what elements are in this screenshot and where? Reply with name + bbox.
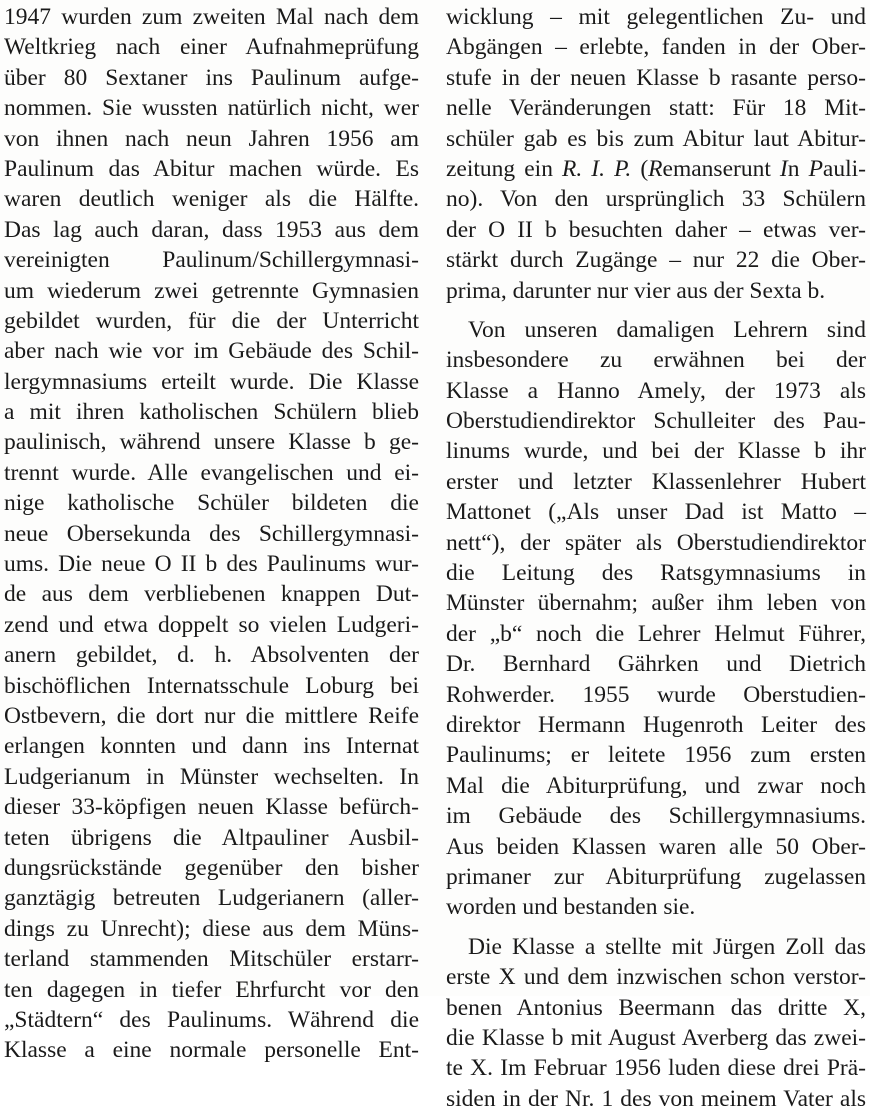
text-line: vereinigten Paulinum/Schillergymnasi-: [4, 247, 419, 274]
text-line: Rohwerder. 1955 wurde Oberstudien-: [446, 681, 866, 708]
text-line: über 80 Sextaner ins Paulinum aufge-: [4, 64, 419, 91]
text-line: nige katholische Schüler bildeten die: [4, 490, 419, 517]
text-line: bischöflichen Internatsschule Loburg bei: [4, 672, 419, 699]
text-line: aber nach wie vor im Gebäude des Schil-: [4, 338, 419, 365]
text-line: erste X und dem inzwischen schon verstor-: [446, 964, 866, 991]
text-line: Mal die Abiturprüfung, und zwar noch: [446, 772, 866, 799]
text-line: no). Von den ursprünglich 33 Schülern: [446, 186, 866, 213]
text-line: linums wurde, und bei der Klasse b ihr: [446, 438, 866, 465]
text-line: „Städtern“ des Paulinums. Während die: [4, 1006, 419, 1033]
text-line: anern gebildet, d. h. Absolventen der: [4, 642, 419, 669]
text-line: a mit ihren katholischen Schülern blieb: [4, 399, 419, 426]
text-line: Oberstudiendirektor Schulleiter des Pau-: [446, 408, 866, 435]
text-line: worden und bestanden sie.: [446, 894, 696, 921]
text-line: paulinisch, während unsere Klasse b ge-: [4, 429, 419, 456]
text-line: erster und letzter Klassenlehrer Hubert: [446, 468, 866, 495]
text-line: Ostbevern, die dort nur die mittlere Reife: [4, 702, 419, 729]
text-line: lergymnasiums erteilt wurde. Die Klasse: [4, 368, 419, 395]
text-line: Weltkrieg nach einer Aufnahmeprüfung: [4, 34, 419, 61]
text-line: ganztägig betreuten Ludgerianern (aller-: [4, 885, 419, 912]
text-line: die Klasse b mit August Averberg das zwei-: [446, 1024, 866, 1051]
paragraph-gap: [446, 923, 866, 932]
text-line: insbesondere zu erwähnen bei der: [446, 347, 866, 374]
text-line: Münster übernahm; außer ihm leben von: [446, 590, 866, 617]
text-line: dungsrückstände gegenüber den bisher: [4, 854, 419, 881]
text-line: [446, 154, 866, 184]
text-line: Die Klasse a stellte mit Jürgen Zoll das: [468, 933, 866, 960]
text-line: um wiederum zwei getrennte Gymnasien: [4, 277, 419, 304]
text-line: Das lag auch daran, dass 1953 aus dem: [4, 216, 419, 243]
text-line: nommen. Sie wussten natürlich nicht, wer: [4, 95, 419, 122]
text-line: Klasse a Hanno Amely, der 1973 als: [446, 377, 866, 404]
text-line: teten übrigens die Altpauliner Ausbil-: [4, 824, 419, 851]
italic-initial: I: [779, 155, 788, 182]
text-line: erlangen konnten und dann ins Internat: [4, 733, 419, 760]
text-line: gebildet wurden, für die der Unterricht: [4, 307, 419, 334]
text-line: prima, darunter nur vier aus der Sexta b.: [446, 277, 826, 304]
text-line: ums. Die neue O II b des Paulinums wur-: [4, 551, 419, 578]
right-column: [446, 2, 866, 1114]
text-line: 1947 wurden zum zweiten Mal nach dem: [4, 4, 419, 30]
text-run: auli-: [822, 155, 866, 182]
text-line: direktor Hermann Hugenroth Leiter des: [446, 711, 866, 738]
text-line: te X. Im Februar 1956 luden diese drei Prä-: [446, 1055, 866, 1082]
paragraph: [446, 315, 866, 923]
italic-initial: P: [808, 155, 823, 182]
text-line: im Gebäude des Schillergymnasiums.: [446, 803, 866, 830]
text-line: Paulinums; er leitete 1956 zum ersten: [446, 742, 866, 769]
text-line: siden in der Nr. 1 des von meinem Vater als: [446, 1085, 866, 1112]
text-run: zeitung ein: [446, 155, 563, 182]
text-line: Dr. Bernhard Gährken und Dietrich: [446, 651, 866, 678]
text-line: der O II b besuchten daher – etwas ver-: [446, 216, 866, 243]
text-line: schüler gab es bis zum Abitur laut Abitur-: [446, 125, 866, 152]
text-line: dings zu Unrecht); diese aus dem Müns-: [4, 915, 419, 942]
italic-initial: R: [648, 155, 663, 182]
text-line: zend und etwa doppelt so vielen Ludgeri-: [4, 611, 419, 638]
text-line: der „b“ noch die Lehrer Helmut Führer,: [446, 620, 866, 647]
text-line: neue Obersekunda des Schillergymnasi-: [4, 520, 419, 547]
text-line: Mattonet („Als unser Dad ist Matto –: [446, 499, 866, 526]
text-line: stufe in der neuen Klasse b rasante perso-: [446, 64, 866, 91]
left-column: [4, 2, 419, 1066]
text-line: Aus beiden Klassen waren alle 50 Ober-: [446, 833, 866, 860]
text-line: Von unseren damaligen Lehrern sind: [468, 316, 866, 343]
rip-abbreviation: R. I. P.: [562, 155, 632, 182]
text-run: emanserunt: [662, 155, 780, 182]
text-line: dieser 33-köpfigen neuen Klasse befürch-: [4, 794, 419, 821]
text-line: primaner zur Abiturprüfung zugelassen: [446, 863, 866, 890]
text-line: nelle Veränderungen statt: Für 18 Mit-: [446, 95, 866, 122]
text-line: stärkt durch Zugänge – nur 22 die Ober-: [446, 247, 866, 274]
text-line: Klasse a eine normale personelle Ent-: [4, 1037, 419, 1064]
text-line: Ludgerianum in Münster wechselten. In: [4, 763, 419, 790]
paragraph: [446, 932, 866, 1114]
text-line: ten dagegen in tiefer Ehrfurcht vor den: [4, 976, 419, 1003]
text-line: de aus dem verbliebenen knappen Dut-: [4, 581, 419, 608]
text-line: terland stammenden Mitschüler erstarr-: [4, 946, 419, 973]
text-line: benen Antonius Beermann das dritte X,: [446, 994, 866, 1021]
text-line: waren deutlich weniger als die Hälfte.: [4, 186, 419, 213]
text-line: Paulinum das Abitur machen würde. Es: [4, 155, 419, 182]
text-run: n: [787, 155, 809, 182]
text-line: von ihnen nach neun Jahren 1956 am: [4, 125, 419, 152]
text-line: wicklung – mit gelegentlichen Zu- und: [446, 4, 866, 30]
paragraph: [446, 2, 866, 306]
text-line: trennt wurde. Alle evangelischen und ei-: [4, 459, 419, 486]
paragraph-gap: [446, 306, 866, 315]
text-line: Abgängen – erlebte, fanden in der Ober-: [446, 34, 866, 61]
text-run: (: [631, 155, 649, 182]
text-line: die Leitung des Ratsgymnasiums in: [446, 560, 866, 587]
text-line: nett“), der später als Oberstudiendirektor: [446, 529, 866, 556]
